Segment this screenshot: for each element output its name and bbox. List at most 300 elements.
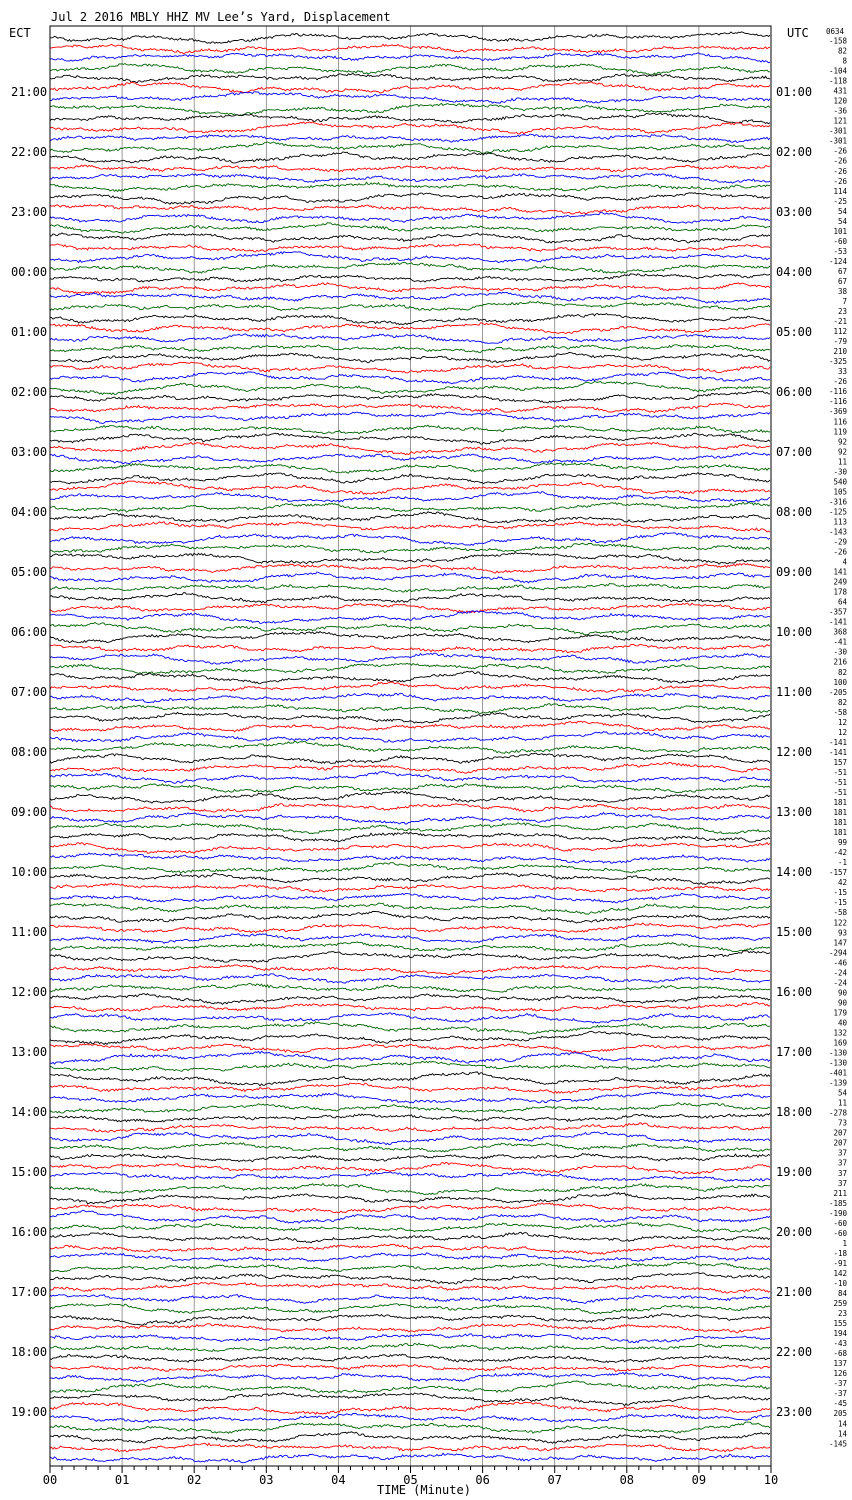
trace-line bbox=[50, 193, 770, 205]
left-hour-label: 13:00 bbox=[11, 1045, 48, 1059]
trace-offset: -125 bbox=[828, 507, 847, 517]
x-axis-label: TIME (Minute) bbox=[377, 1483, 471, 1497]
trace-offset: 122 bbox=[833, 918, 847, 928]
x-tick-label: 10 bbox=[763, 1473, 779, 1487]
trace-line bbox=[50, 1223, 770, 1232]
right-hour-label: 04:00 bbox=[776, 265, 813, 279]
trace-line bbox=[50, 1044, 770, 1053]
trace-offset: 105 bbox=[833, 487, 847, 497]
trace-line bbox=[50, 942, 770, 952]
trace-line bbox=[50, 1354, 770, 1362]
trace-line bbox=[50, 381, 770, 394]
trace-line bbox=[50, 44, 770, 54]
x-tick-label: 01 bbox=[114, 1473, 130, 1487]
x-tick-label: 06 bbox=[475, 1473, 490, 1487]
left-hour-label: 17:00 bbox=[11, 1285, 48, 1299]
trace-line bbox=[50, 64, 770, 75]
trace-offset: -43 bbox=[833, 1339, 847, 1349]
trace-offset: 84 bbox=[837, 1289, 847, 1298]
trace-offset: 181 bbox=[833, 808, 847, 818]
trace-offset: 132 bbox=[833, 1028, 847, 1038]
trace-offset: -79 bbox=[833, 337, 847, 347]
trace-line bbox=[50, 32, 770, 43]
trace-offset: 126 bbox=[833, 1369, 847, 1379]
trace-line bbox=[50, 1061, 770, 1071]
trace-line bbox=[50, 314, 770, 325]
trace-offset: -26 bbox=[833, 377, 847, 387]
trace-line bbox=[50, 682, 770, 692]
trace-line bbox=[50, 53, 770, 63]
trace-line bbox=[50, 334, 770, 343]
trace-offset: 141 bbox=[833, 567, 847, 577]
trace-offset: 14 bbox=[837, 1419, 847, 1429]
right-hour-label: 13:00 bbox=[776, 805, 813, 819]
trace-line bbox=[50, 134, 770, 142]
left-hour-label: 09:00 bbox=[11, 805, 48, 819]
trace-offset: 37 bbox=[837, 1168, 847, 1178]
trace-line bbox=[50, 1295, 770, 1304]
trace-offset: -130 bbox=[828, 1048, 847, 1058]
trace-offset: -141 bbox=[828, 737, 847, 747]
trace-offset: -130 bbox=[828, 1058, 847, 1068]
trace-offset: 147 bbox=[833, 938, 847, 948]
trace-offset: 38 bbox=[837, 287, 847, 296]
trace-offset: 37 bbox=[837, 1148, 847, 1158]
left-hour-label: 02:00 bbox=[11, 385, 48, 399]
left-hour-label: 22:00 bbox=[11, 145, 48, 159]
right-hour-label: 07:00 bbox=[776, 445, 813, 459]
trace-line bbox=[50, 1072, 770, 1086]
trace-line bbox=[50, 463, 770, 473]
trace-offset: 181 bbox=[833, 828, 847, 838]
trace-line bbox=[50, 142, 770, 154]
trace-line bbox=[50, 923, 770, 932]
trace-line bbox=[50, 1103, 770, 1113]
trace-offset: -316 bbox=[828, 497, 847, 507]
trace-offset: 368 bbox=[833, 627, 847, 637]
trace-offset: 114 bbox=[833, 186, 847, 196]
trace-line bbox=[50, 1113, 770, 1122]
trace-line bbox=[50, 492, 770, 503]
trace-offset: -116 bbox=[828, 397, 847, 407]
trace-offset: 82 bbox=[837, 46, 847, 56]
trace-offset: -158 bbox=[828, 36, 847, 46]
trace-offset: 113 bbox=[833, 517, 847, 527]
right-hour-label: 19:00 bbox=[776, 1165, 813, 1179]
trace-line bbox=[50, 704, 770, 714]
trace-line bbox=[50, 553, 770, 564]
trace-line bbox=[50, 353, 770, 363]
trace-line bbox=[50, 212, 770, 223]
trace-offset: 23 bbox=[837, 307, 847, 317]
trace-line bbox=[50, 1154, 770, 1162]
trace-line bbox=[50, 533, 770, 546]
trace-line bbox=[50, 1232, 770, 1243]
seismic-traces bbox=[50, 32, 770, 1463]
trace-line bbox=[50, 1002, 770, 1011]
trace-offset: 1 bbox=[842, 1238, 847, 1248]
trace-offset: 155 bbox=[833, 1319, 847, 1329]
trace-offset: 431 bbox=[833, 86, 847, 96]
trace-offset: -205 bbox=[828, 687, 847, 697]
right-hour-label: 22:00 bbox=[776, 1345, 813, 1359]
trace-offset: 93 bbox=[837, 928, 847, 938]
trace-offset: 178 bbox=[833, 587, 847, 597]
trace-offset: -278 bbox=[828, 1108, 847, 1118]
trace-line bbox=[50, 1051, 770, 1064]
trace-offset: 211 bbox=[833, 1188, 847, 1198]
trace-line bbox=[50, 233, 770, 243]
trace-line bbox=[50, 653, 770, 664]
trace-offset: -190 bbox=[828, 1208, 847, 1218]
trace-offset: -118 bbox=[828, 76, 847, 86]
left-hour-label: 19:00 bbox=[11, 1405, 48, 1419]
left-hour-label: 03:00 bbox=[11, 445, 48, 459]
trace-offset: 120 bbox=[833, 96, 847, 106]
trace-offset: 37 bbox=[837, 1158, 847, 1168]
right-hour-label: 03:00 bbox=[776, 205, 813, 219]
trace-line bbox=[50, 223, 770, 234]
right-hour-label: 21:00 bbox=[776, 1285, 813, 1299]
trace-offset: -60 bbox=[833, 236, 847, 246]
trace-offset: -294 bbox=[828, 948, 847, 958]
right-hour-label: 02:00 bbox=[776, 145, 813, 159]
trace-offset: -141 bbox=[828, 617, 847, 627]
trace-offset: -60 bbox=[833, 1228, 847, 1238]
trace-line bbox=[50, 712, 770, 723]
trace-line bbox=[50, 1334, 770, 1343]
trace-offset: -30 bbox=[833, 647, 847, 657]
trace-line bbox=[50, 481, 770, 494]
trace-line bbox=[50, 1123, 770, 1132]
trace-offset: -18 bbox=[833, 1248, 847, 1258]
trace-offset: -37 bbox=[833, 1379, 847, 1389]
trace-line bbox=[50, 372, 770, 384]
trace-line bbox=[50, 425, 770, 434]
trace-line bbox=[50, 1262, 770, 1272]
trace-offset: 82 bbox=[837, 697, 847, 707]
left-hour-label: 21:00 bbox=[11, 85, 48, 99]
trace-line bbox=[50, 104, 770, 116]
right-hour-label: 05:00 bbox=[776, 325, 813, 339]
trace-offset: -26 bbox=[833, 156, 847, 166]
trace-offset: 7 bbox=[842, 297, 847, 307]
trace-line bbox=[50, 283, 770, 294]
trace-offset: 23 bbox=[837, 1309, 847, 1319]
trace-line bbox=[50, 1092, 770, 1103]
trace-line bbox=[50, 262, 770, 273]
trace-line bbox=[50, 965, 770, 975]
trace-offset: -30 bbox=[833, 467, 847, 477]
trace-line bbox=[50, 1172, 770, 1182]
trace-line bbox=[50, 883, 770, 892]
trace-offset: -36 bbox=[833, 106, 847, 116]
left-hour-label: 06:00 bbox=[11, 625, 48, 639]
trace-line bbox=[50, 1443, 770, 1452]
trace-line bbox=[50, 753, 770, 763]
left-hour-label: 07:00 bbox=[11, 685, 48, 699]
trace-offset: 137 bbox=[833, 1359, 847, 1369]
trace-line bbox=[50, 632, 770, 643]
trace-line bbox=[50, 1422, 770, 1433]
trace-offset: 67 bbox=[837, 266, 847, 276]
trace-offset: -46 bbox=[833, 958, 847, 968]
trace-offset: 181 bbox=[833, 798, 847, 808]
trace-offset: -26 bbox=[833, 176, 847, 186]
trace-offset: -41 bbox=[833, 637, 847, 647]
trace-offset: 54 bbox=[837, 216, 847, 226]
trace-offset: 92 bbox=[837, 437, 847, 447]
x-tick-label: 05 bbox=[403, 1473, 418, 1487]
right-hour-labels bbox=[776, 85, 812, 1419]
trace-line bbox=[50, 974, 770, 983]
left-hour-label: 11:00 bbox=[11, 925, 48, 939]
trace-line bbox=[50, 741, 770, 753]
trace-line bbox=[50, 593, 770, 603]
trace-line bbox=[50, 412, 770, 423]
trace-line bbox=[50, 403, 770, 413]
right-hour-label: 17:00 bbox=[776, 1045, 813, 1059]
trace-offset: -1 bbox=[837, 858, 847, 868]
x-tick-label: 03 bbox=[259, 1473, 274, 1487]
trace-offset: 40 bbox=[837, 1018, 847, 1028]
left-hour-label: 08:00 bbox=[11, 745, 48, 759]
trace-line bbox=[50, 693, 770, 702]
trace-line bbox=[50, 165, 770, 172]
left-hour-label: 10:00 bbox=[11, 865, 48, 879]
trace-line bbox=[50, 813, 770, 825]
x-tick-label: 04 bbox=[331, 1473, 346, 1487]
trace-offset: 54 bbox=[837, 206, 847, 216]
trace-offset: 82 bbox=[837, 667, 847, 677]
trace-offset: 207 bbox=[833, 1128, 847, 1138]
trace-line bbox=[50, 983, 770, 992]
right-hour-label: 15:00 bbox=[776, 925, 813, 939]
trace-line bbox=[50, 152, 770, 163]
trace-line bbox=[50, 292, 770, 303]
trace-line bbox=[50, 1273, 770, 1284]
trace-line bbox=[50, 663, 770, 674]
trace-offset: -26 bbox=[833, 146, 847, 156]
trace-offset: 11 bbox=[837, 1098, 847, 1108]
x-tick-label: 00 bbox=[42, 1473, 58, 1487]
trace-offset: 4 bbox=[842, 557, 847, 567]
left-hour-label: 14:00 bbox=[11, 1105, 48, 1119]
trace-offset: -157 bbox=[828, 868, 847, 878]
trace-line bbox=[50, 1031, 770, 1044]
right-hour-label: 09:00 bbox=[776, 565, 813, 579]
trace-line bbox=[50, 572, 770, 583]
right-hour-label: 06:00 bbox=[776, 385, 813, 399]
trace-offset: -15 bbox=[833, 888, 847, 898]
trace-line bbox=[50, 1210, 770, 1223]
trace-offset: 100 bbox=[833, 677, 847, 687]
trace-offset: 179 bbox=[833, 1008, 847, 1018]
trace-offset: -58 bbox=[833, 707, 847, 717]
trace-offset: -116 bbox=[828, 387, 847, 397]
right-hour-label: 01:00 bbox=[776, 85, 813, 99]
trace-offset: 73 bbox=[837, 1118, 847, 1128]
trace-offset: -45 bbox=[833, 1399, 847, 1409]
left-hour-label: 15:00 bbox=[11, 1165, 48, 1179]
trace-offset: -51 bbox=[833, 777, 847, 787]
trace-line bbox=[50, 274, 770, 282]
left-hour-label: 00:00 bbox=[11, 265, 48, 279]
trace-offset: -141 bbox=[828, 747, 847, 757]
x-tick-label: 08 bbox=[619, 1473, 635, 1487]
trace-offset: 157 bbox=[833, 757, 847, 767]
left-hour-label: 04:00 bbox=[11, 505, 48, 519]
trace-offset: 42 bbox=[837, 878, 847, 888]
trace-line bbox=[50, 1013, 770, 1023]
trace-line bbox=[50, 912, 770, 924]
trace-offset: 8 bbox=[842, 56, 847, 66]
trace-offset: 207 bbox=[833, 1138, 847, 1148]
trace-offset: -301 bbox=[828, 126, 847, 136]
trace-line bbox=[50, 1343, 770, 1351]
right-hour-label: 11:00 bbox=[776, 685, 813, 699]
trace-line bbox=[50, 833, 770, 843]
right-hour-label: 16:00 bbox=[776, 985, 813, 999]
trace-line bbox=[50, 603, 770, 613]
trace-offset: 112 bbox=[833, 327, 847, 337]
trace-offset: 54 bbox=[837, 1088, 847, 1098]
trace-offset: 67 bbox=[837, 276, 847, 286]
trace-offset: -357 bbox=[828, 607, 847, 617]
trace-line bbox=[50, 732, 770, 743]
trace-line bbox=[50, 1244, 770, 1254]
trace-line bbox=[50, 853, 770, 863]
trace-offset: 37 bbox=[837, 1178, 847, 1188]
trace-line bbox=[50, 1162, 770, 1173]
trace-line bbox=[50, 1453, 770, 1462]
trace-offset: -51 bbox=[833, 788, 847, 797]
trace-offset: 99 bbox=[837, 838, 847, 848]
trace-offset: -301 bbox=[828, 136, 847, 146]
trace-offset: 33 bbox=[837, 367, 847, 377]
trace-line bbox=[50, 362, 770, 373]
trace-line bbox=[50, 584, 770, 593]
x-tick-label: 07 bbox=[547, 1473, 562, 1487]
trace-line bbox=[50, 994, 770, 1005]
trace-line bbox=[50, 182, 770, 191]
right-hour-label: 12:00 bbox=[776, 745, 813, 759]
trace-offset: -53 bbox=[833, 246, 847, 256]
trace-offset: 90 bbox=[837, 988, 847, 998]
trace-line bbox=[50, 345, 770, 353]
trace-offset: -26 bbox=[833, 547, 847, 557]
trace-line bbox=[50, 1314, 770, 1325]
trace-line bbox=[50, 204, 770, 214]
trace-offset: 12 bbox=[837, 727, 847, 737]
trace-offset: -24 bbox=[833, 978, 847, 988]
trace-line bbox=[50, 843, 770, 854]
chart-title: Jul 2 2016 MBLY HHZ MV Lee’s Yard, Displacement bbox=[51, 10, 391, 24]
trace-line bbox=[50, 1184, 770, 1195]
trace-offset: -58 bbox=[833, 908, 847, 918]
trace-offset: 116 bbox=[833, 417, 847, 427]
trace-line bbox=[50, 433, 770, 444]
trace-line bbox=[50, 804, 770, 812]
trace-line bbox=[50, 771, 770, 783]
trace-offset: -104 bbox=[828, 66, 847, 76]
trace-line bbox=[50, 543, 770, 553]
trace-offset: -25 bbox=[833, 196, 847, 206]
trace-line bbox=[50, 442, 770, 454]
trace-offset: 101 bbox=[833, 226, 847, 236]
x-tick-label: 09 bbox=[691, 1473, 707, 1487]
trace-offset: 119 bbox=[833, 427, 847, 437]
trace-line bbox=[50, 893, 770, 903]
left-hour-label: 05:00 bbox=[11, 565, 48, 579]
trace-offset: 169 bbox=[833, 1038, 847, 1048]
trace-line bbox=[50, 1393, 770, 1406]
trace-line bbox=[50, 323, 770, 334]
trace-line bbox=[50, 1022, 770, 1034]
right-hour-label: 08:00 bbox=[776, 505, 813, 519]
trace-line bbox=[50, 951, 770, 963]
trace-line bbox=[50, 252, 770, 263]
trace-offset: -401 bbox=[828, 1068, 847, 1078]
trace-line bbox=[50, 122, 770, 134]
trace-offset: -26 bbox=[833, 166, 847, 176]
trace-offset: -145 bbox=[828, 1439, 847, 1449]
trace-line bbox=[50, 644, 770, 652]
trace-offset: -185 bbox=[828, 1198, 847, 1208]
trace-offset: -24 bbox=[833, 968, 847, 978]
trace-line bbox=[50, 244, 770, 252]
trace-offset: -91 bbox=[833, 1258, 847, 1268]
trace-offset: 249 bbox=[833, 577, 847, 587]
trace-offset: 11 bbox=[837, 457, 847, 467]
trace-offset-labels bbox=[829, 37, 848, 1449]
trace-line bbox=[50, 391, 770, 403]
trace-line bbox=[50, 1372, 770, 1382]
trace-offset: 14 bbox=[837, 1429, 847, 1439]
right-hour-label: 18:00 bbox=[776, 1105, 813, 1119]
trace-line bbox=[50, 1432, 770, 1444]
trace-line bbox=[50, 1193, 770, 1204]
trace-offset: -37 bbox=[833, 1389, 847, 1399]
trace-offset: 540 bbox=[833, 477, 847, 487]
trace-line bbox=[50, 564, 770, 574]
ect-label: ECT bbox=[9, 26, 31, 40]
trace-line bbox=[50, 873, 770, 885]
trace-offset: -143 bbox=[828, 527, 847, 537]
trace-line bbox=[50, 791, 770, 803]
trace-offset: 205 bbox=[833, 1409, 847, 1419]
trace-offset: 121 bbox=[833, 116, 847, 126]
trace-line bbox=[50, 73, 770, 82]
trace-line bbox=[50, 1381, 770, 1393]
right-hour-label: 23:00 bbox=[776, 1405, 813, 1419]
trace-offset: 181 bbox=[833, 818, 847, 828]
trace-line bbox=[50, 1142, 770, 1152]
trace-line bbox=[50, 1282, 770, 1293]
left-hour-label: 12:00 bbox=[11, 985, 48, 999]
trace-line bbox=[50, 934, 770, 944]
trace-line bbox=[50, 502, 770, 512]
trace-line bbox=[50, 522, 770, 533]
trace-offset: -21 bbox=[833, 317, 847, 327]
trace-line bbox=[50, 92, 770, 104]
trace-offset: -325 bbox=[828, 357, 847, 367]
right-top-value: 0634 bbox=[826, 27, 845, 36]
trace-offset: -124 bbox=[828, 256, 847, 266]
trace-offset: 90 bbox=[837, 998, 847, 1008]
trace-line bbox=[50, 173, 770, 183]
trace-line bbox=[50, 623, 770, 635]
